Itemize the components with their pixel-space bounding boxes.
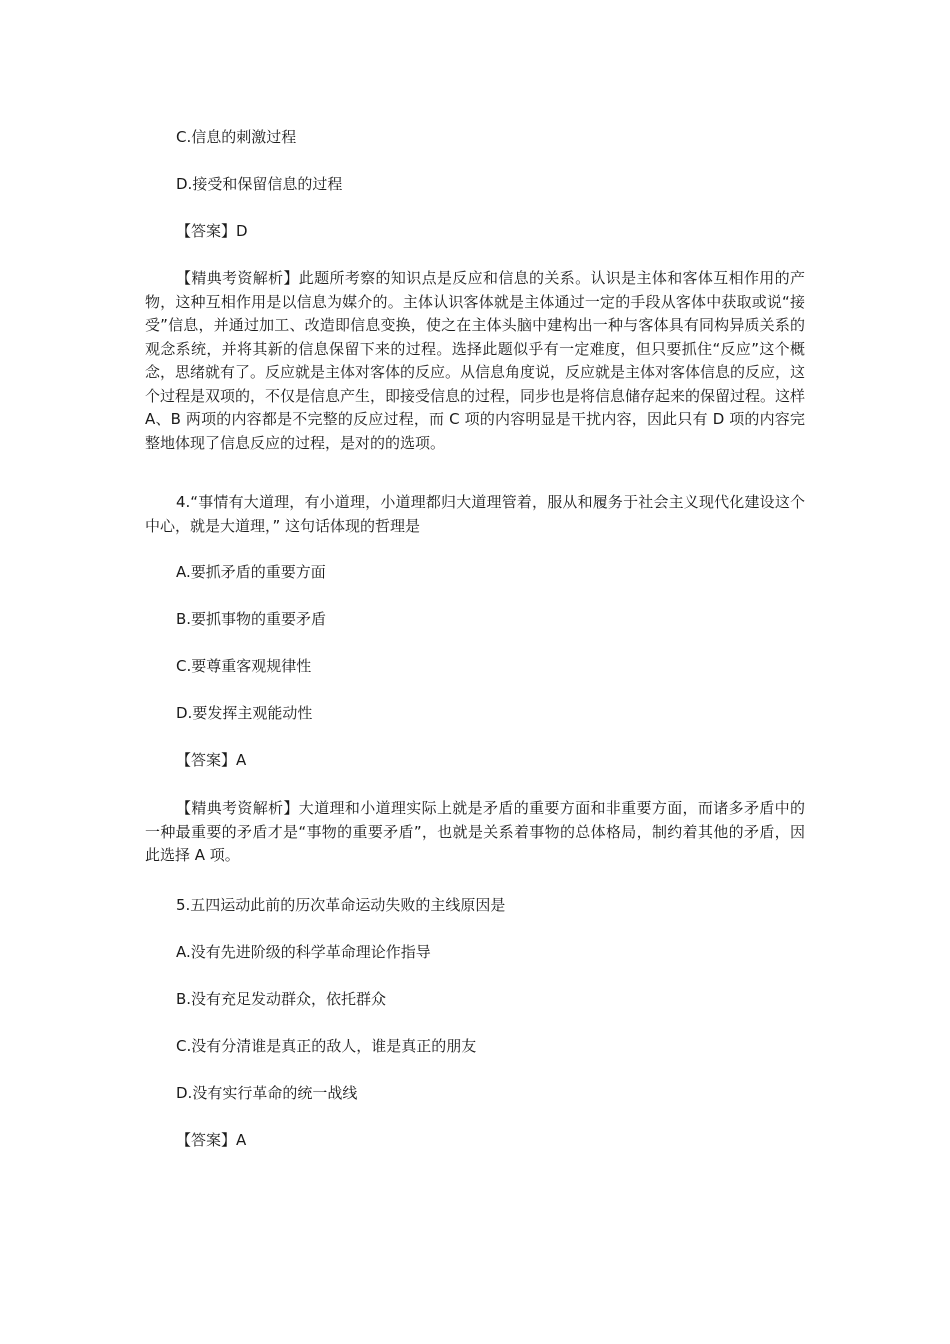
q3-option-d: D.接受和保留信息的过程 — [176, 175, 343, 193]
q4-option-c: C.要尊重客观规律性 — [176, 657, 312, 675]
q3-answer: 【答案】D — [176, 222, 248, 240]
q4-option-a: A.要抓矛盾的重要方面 — [176, 563, 326, 581]
q5-option-a: A.没有先进阶级的科学革命理论作指导 — [176, 943, 431, 961]
q4-analysis: 【精典考资解析】大道理和小道理实际上就是矛盾的重要方面和非重要方面，而诸多矛盾中的一种最重要的矛盾才是“事物的重要矛盾”，也就是关系着事物的总体格局，制约着其他的矛盾，因此选择 A 项。 — [145, 799, 805, 864]
q5-answer: 【答案】A — [176, 1131, 247, 1149]
q3-option-c: C.信息的刺激过程 — [176, 128, 297, 146]
q4-option-d: D.要发挥主观能动性 — [176, 704, 313, 722]
q4-option-b: B.要抓事物的重要矛盾 — [176, 610, 327, 628]
q5-option-c: C.没有分清谁是真正的敌人，谁是真正的朋友 — [176, 1037, 477, 1055]
q5-option-d: D.没有实行革命的统一战线 — [176, 1084, 358, 1102]
q4-answer: 【答案】A — [176, 751, 247, 769]
q5-option-b: B.没有充足发动群众，依托群众 — [176, 990, 387, 1008]
q5-question: 5.五四运动此前的历次革命运动失败的主线原因是 — [176, 896, 506, 914]
q3-analysis: 【精典考资解析】此题所考察的知识点是反应和信息的关系。认识是主体和客体互相作用的产物，这种互相作用是以信息为媒介的。主体认识客体就是主体通过一定的手段从客体中获取或说“接受”信息，并通过加工、改造即信息变换，使之在主体头脑中建构出一种与客体具有同构异质关系的观念系统，并将其新的信息保留下来的过程。选择此题似乎有一定难度，但只要抓住“反应”这个概念，思绪就有了。反应就是主体对客体的反应。从信息角度说，反应就是主体对客体信息的反应，这个过程是双项的，不仅是信息产生，即接受信息的过程，同步也是将信息储存起来的保留过程。这样 A、B 两项的内容都是不完整的反应过程，而 C 项的内容明显是干扰内容，因此只有 D 项的内容完整地体现了信息反应的过程，是对的的选项。 — [145, 269, 806, 452]
q4-question: 4.“事情有大道理，有小道理，小道理都归大道理管着，服从和履务于社会主义现代化建设这个中心，就是大道理，” 这句话体现的哲理是 — [145, 493, 805, 535]
